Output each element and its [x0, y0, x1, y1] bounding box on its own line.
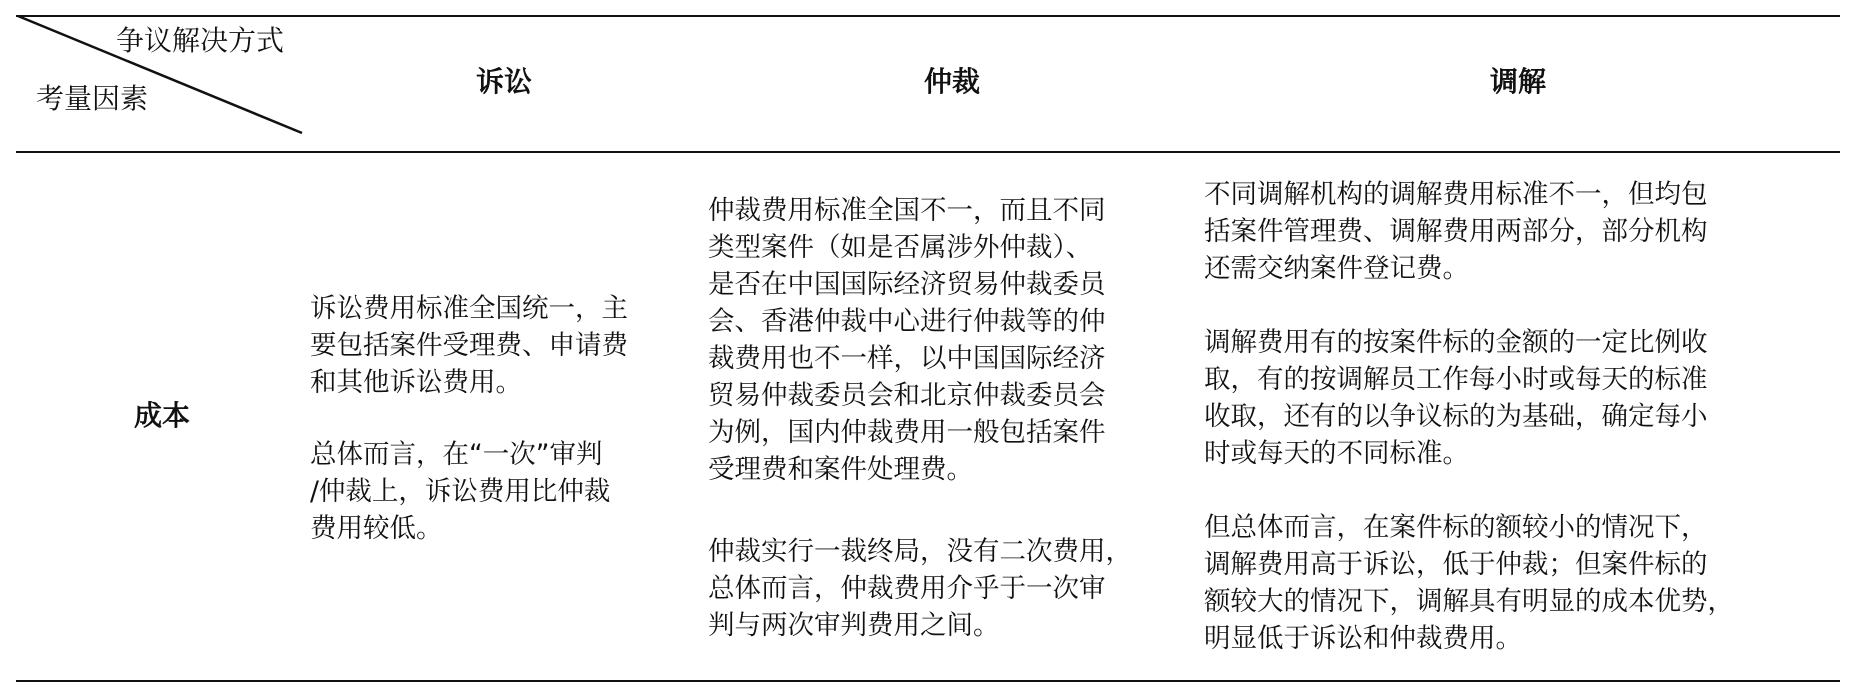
text-line: 判与两次审判费用之间。: [708, 610, 1000, 641]
header-diagonal-line: [0, 0, 320, 150]
text-line: 明显低于诉讼和仲裁费用。: [1204, 623, 1522, 654]
text-line: 要包括案件受理费、申请费: [310, 330, 628, 361]
text-line: 为例，国内仲裁费用一般包括案件: [708, 417, 1106, 448]
arbitration-paragraph-2: [708, 533, 1132, 644]
text-line: 仲裁实行一裁终局，没有二次费用，: [708, 536, 1132, 567]
table-bottom-rule: [16, 680, 1840, 682]
text-line: 调解费用高于诉讼，低于仲裁；但案件标的: [1204, 549, 1708, 580]
text-line: 诉讼费用标准全国统一，主: [310, 293, 628, 324]
text-line: 括案件管理费、调解费用两部分，部分机构: [1204, 216, 1708, 247]
row-label-cost: 成本: [133, 399, 191, 432]
text-line: 会、香港仲裁中心进行仲裁等的仲: [708, 306, 1106, 337]
mediation-paragraph-2: [1204, 324, 1708, 472]
corner-label-factor: 考量因素: [36, 82, 149, 115]
column-header-mediation: 调解: [1489, 65, 1547, 98]
text-line: 贸易仲裁委员会和北京仲裁委员会: [708, 380, 1106, 411]
text-line: 是否在中国国际经济贸易仲裁委员: [708, 269, 1106, 300]
text-line: 仲裁费用标准全国不一，而且不同: [708, 195, 1106, 226]
text-line: 还需交纳案件登记费。: [1204, 253, 1469, 284]
text-line: 不同调解机构的调解费用标准不一，但均包: [1204, 179, 1708, 210]
litigation-paragraph-2: [310, 436, 610, 547]
text-line: 费用较低。: [310, 513, 443, 544]
text-line: 额较大的情况下，调解具有明显的成本优势，: [1204, 586, 1734, 617]
text-line: /仲裁上，诉讼费用比仲裁: [310, 476, 611, 507]
text-line: 总体而言，仲裁费用介乎于一次审: [708, 573, 1106, 604]
litigation-paragraph-1: [310, 290, 628, 401]
arbitration-paragraph-1: [708, 192, 1106, 488]
text-line: 受理费和案件处理费。: [708, 454, 973, 485]
text-line: 总体而言，在“一次”审判: [310, 439, 603, 470]
text-line: 调解费用有的按案件标的金额的一定比例收: [1204, 327, 1708, 358]
column-header-litigation: 诉讼: [475, 65, 533, 98]
mediation-paragraph-1: [1204, 176, 1708, 287]
text-line: 收取，还有的以争议标的为基础，确定每小: [1204, 401, 1708, 432]
text-line: 和其他诉讼费用。: [310, 367, 522, 398]
column-header-arbitration: 仲裁: [923, 65, 981, 98]
corner-label-dispute-method: 争议解决方式: [116, 24, 285, 57]
text-line: 但总体而言，在案件标的额较小的情况下，: [1204, 512, 1708, 543]
text-line: 时或每天的不同标准。: [1204, 438, 1469, 469]
mediation-paragraph-3: [1204, 509, 1734, 657]
table-header-rule: [16, 151, 1840, 153]
text-line: 取，有的按调解员工作每小时或每天的标准: [1204, 364, 1708, 395]
text-line: 类型案件（如是否属涉外仲裁）、: [708, 232, 1093, 263]
text-line: 裁费用也不一样，以中国国际经济: [708, 343, 1106, 374]
